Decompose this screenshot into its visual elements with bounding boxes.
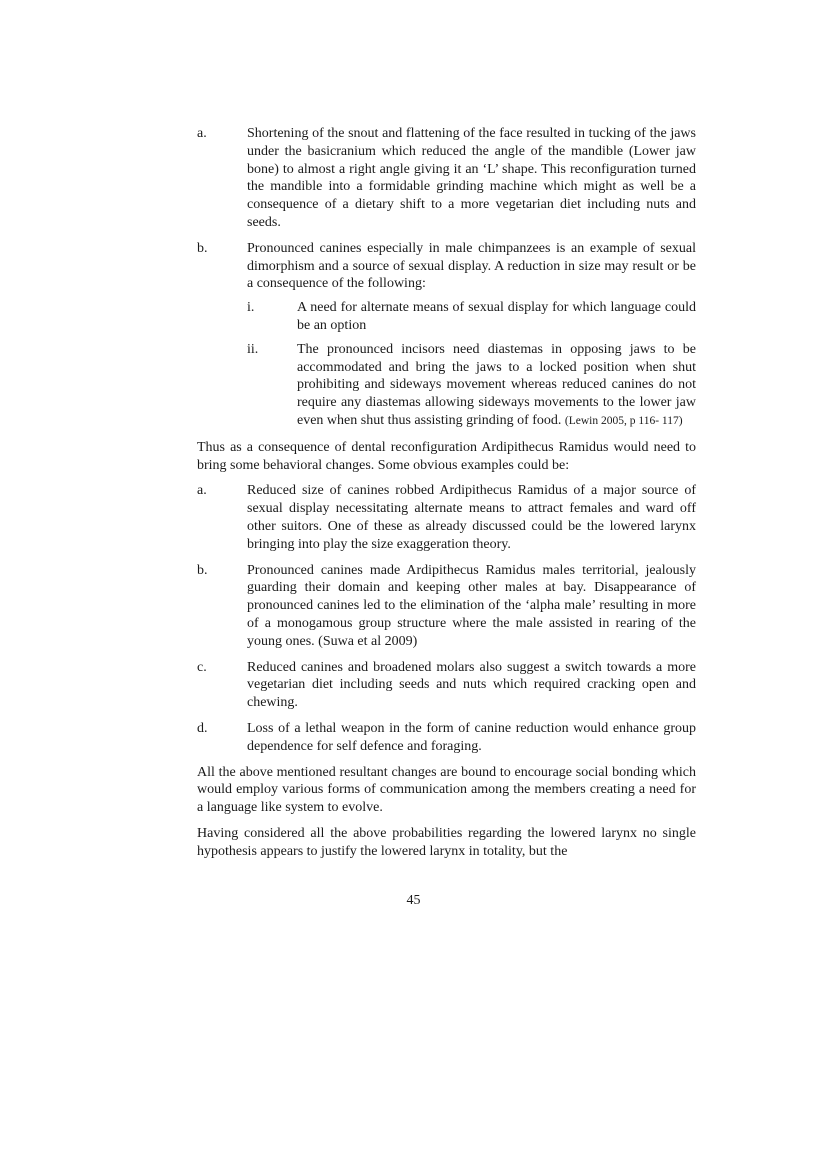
list-item-text: Reduced size of canines robbed Ardipithecus Ramidus of a major source of sexual display necessitating alternate means to attract females and ward off other suitors. One of these as already discussed could be the lowered larynx bringing into play the size exaggeration theory. (247, 483, 696, 552)
list-item (197, 125, 696, 232)
list-marker: b. (197, 240, 208, 256)
list-marker: d. (197, 720, 208, 736)
list-marker: b. (197, 562, 208, 578)
list-item-text: Pronounced canines made Ardipithecus Ramidus males territorial, jealously guarding their domain and keeping other males at bay. Disappearance of pronounced canines led to the elimination of the ‘alpha male’ resulting in more of a monogamous group structure where the male assisted in rearing of the young ones. (Suwa et al 2009) (247, 562, 696, 649)
sublist-item-text: The pronounced incisors need diastemas in opposing jaws to be accommodated and bring the jaws to a locked position when shut prohibiting and sideways movement whereas reduced canines do not require any diastemas allowing sideways movements to the lower jaw even when shut thus assisting grinding of food. (297, 341, 696, 428)
sublist-marker: ii. (247, 341, 259, 357)
citation: (Lewin 2005, p 116- 117) (564, 414, 683, 427)
paragraph: All the above mentioned resultant changes are bound to encourage social bonding which would employ various forms of communication among the members creating a need for a language like system to evolve. (197, 764, 696, 816)
sublist-item-text: A need for alternate means of sexual display for which language could be an option (297, 300, 696, 333)
document-page (197, 125, 696, 868)
list-item-text: Reduced canines and broadened molars also suggest a switch towards a more vegetarian diet including seeds and nuts which required cracking open and chewing. (247, 659, 696, 711)
sublist-item-body (297, 341, 696, 431)
sublist-item (247, 299, 696, 335)
list-item (197, 720, 696, 756)
list-marker: a. (197, 126, 207, 141)
sublist-marker: i. (247, 300, 255, 316)
list-item (197, 482, 696, 553)
list-item (197, 562, 696, 651)
list-item-text: Pronounced canines especially in male chimpanzees is an example of sexual dimorphism and a source of sexual display. A reduction in size may result or be a consequence of the following: (247, 240, 696, 292)
paragraph: Having considered all the above probabilities regarding the lowered larynx no single hypothesis appears to justify the lowered larynx in totality, but the (197, 825, 696, 859)
page-number: 45 (406, 893, 421, 908)
paragraph: Thus as a consequence of dental reconfiguration Ardipithecus Ramidus would need to bring some behavioral changes. Some obvious examples could be: (197, 439, 696, 473)
list-item-text: Shortening of the snout and flattening of the face resulted in tucking of the jaws under the basicranium which reduced the angle of the mandible (Lower jaw bone) to almost a right angle giving it an ‘L’ shape. This reconfiguration turned the mandible into a formidable grinding machine which might as well be a consequence of a dietary shift to a more vegetarian diet including nuts and seeds. (247, 126, 696, 230)
list-marker: a. (197, 483, 207, 499)
list-item (197, 240, 696, 431)
list-item (197, 659, 696, 712)
list-marker: c. (197, 659, 207, 675)
list-item-text: Loss of a lethal weapon in the form of canine reduction would enhance group dependence for self defence and foraging. (247, 720, 696, 754)
sublist-item (247, 341, 696, 431)
list-item-body (247, 240, 696, 431)
